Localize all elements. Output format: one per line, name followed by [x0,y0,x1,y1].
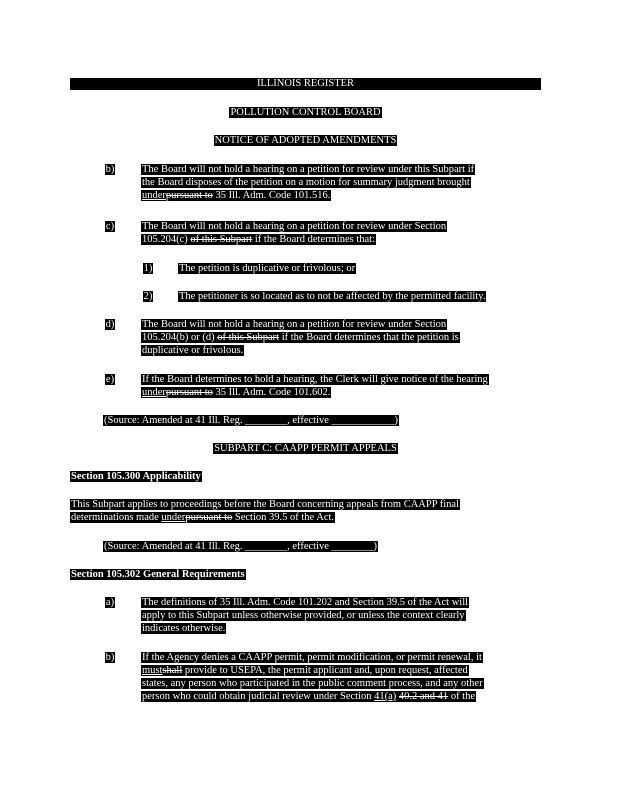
section-302-a-line1: The definitions of 35 Ill. Adm. Code 101.202 and Section 39.5 of the Act will [142,597,469,608]
inserted-text: under [161,512,186,523]
item-c2-label [141,290,155,303]
deleted-text: shall [162,665,183,676]
section-302-a-line3: indicates otherwise. [142,623,226,634]
notice-title-text: NOTICE OF ADOPTED AMENDMENTS [214,135,397,146]
source-note-text: (Source: Amended at 41 Ill. Reg. ________, effective ________) [104,541,378,552]
item-c1-label [141,262,155,275]
section-302-b-text [141,651,484,703]
section-302-a-label-text: a) [105,597,115,608]
section-302-b-line4-rest: of the [448,691,476,702]
item-b-line2: the Board disposes of the petition on a motion for summary judgment brought [142,177,470,188]
section-302-a-label [103,596,117,609]
item-b-text [141,163,475,202]
item-b-line1: The Board will not hold a hearing on a petition for review under this Subpart if [142,164,475,175]
section-302-b-line3: states, any person who participated in the public comment process, and any other [142,678,483,689]
section-302-b-line1: If the Agency denies a CAAPP permit, permit modification, or permit renewal, it [142,652,482,663]
item-c-text [141,220,447,246]
board-title [70,106,541,119]
source-note [103,414,399,427]
item-c-label [103,220,117,233]
board-title-text: POLLUTION CONTROL BOARD [230,107,381,118]
deleted-text: 40.2 and 41 [398,691,449,702]
section-302-b-line4 [141,691,476,702]
item-d-label [103,318,117,331]
item-d-line2-b: if the Board determines that the petition is [279,332,459,343]
item-c-line2-a: 105.204(c) [142,234,191,245]
item-d-line3: duplicative or frivolous. [142,345,244,356]
item-c1-label-text: 1) [143,263,153,274]
register-title: ILLINOIS REGISTER [256,78,355,89]
section-300-line2 [70,512,335,523]
deleted-text: of this Subpart [190,234,253,245]
deleted-text: of this Subpart [217,332,280,343]
item-b-line3-rest: 35 Ill. Adm. Code 101.516. [212,190,331,201]
inserted-text: under [142,190,166,201]
item-c1-text-body: The petition is duplicative or frivolous; or [179,263,356,274]
item-e-line1: If the Board determines to hold a hearing, the Clerk will give notice of the hearing [142,374,488,385]
section-302-b-label [103,651,117,664]
item-b-label-text: b) [105,164,115,175]
item-e-line2 [141,387,331,398]
section-302-b-line2-rest: provide to USEPA, the permit applicant and, upon request, affected [182,665,468,676]
section-302-a-text [141,596,469,635]
item-d-text [141,318,460,357]
deleted-text: pursuant to [165,387,213,398]
item-c-line2-b: if the Board determines that: [252,234,376,245]
item-d-line2-a: 105.204(b) or (d) [142,332,218,343]
item-c1-text [178,262,356,275]
section-302-b-line4-a: person who could obtain judicial review under Section [142,691,375,702]
item-d-line1: The Board will not hold a hearing on a petition for review under Section [142,319,447,330]
section-302-a-line2: apply to this Subpart unless otherwise provided, or unless the context clearly [142,610,465,621]
item-c2-text [178,290,486,303]
section-300-line1: This Subpart applies to proceedings before the Board concerning appeals from CAAPP final [71,499,460,510]
inserted-text: 41(a) [374,691,397,702]
section-302-b-label-text: b) [105,652,115,663]
item-b-label [103,163,117,176]
source-note-text: (Source: Amended at 41 Ill. Reg. ________, effective ____________) [104,415,399,426]
section-300-body [70,498,460,524]
inserted-text: must [142,665,163,676]
item-c-line1: The Board will not hold a hearing on a petition for review under Section [142,221,447,232]
item-c2-label-text: 2) [143,291,153,302]
item-b-line3 [141,190,331,201]
subpart-title [70,442,541,455]
section-300-heading-text: Section 105.300 Applicability [71,471,201,482]
source-note [103,540,378,553]
item-e-label-text: e) [105,374,115,385]
deleted-text: pursuant to [185,512,233,523]
item-c-label-text: c) [105,221,115,232]
inserted-text: under [142,387,166,398]
section-302-b-line2 [141,665,469,676]
item-e-text [141,373,489,399]
item-c-line2 [141,234,376,245]
deleted-text: pursuant to [165,190,213,201]
section-300-line2-a: determinations made [71,512,162,523]
section-302-heading [70,568,246,581]
subpart-title-text: SUBPART C: CAAPP PERMIT APPEALS [214,443,397,454]
section-302-heading-text: Section 105.302 General Requirements [71,569,245,580]
item-c2-text-body: The petitioner is so located as to not be affected by the permitted facility. [179,291,486,302]
section-300-line2-rest: Section 39.5 of the Act. [232,512,335,523]
section-300-heading [70,470,202,483]
item-d-label-text: d) [105,319,115,330]
notice-title [70,134,541,147]
item-e-label [103,373,117,386]
item-e-line2-rest: 35 Ill. Adm. Code 101.602. [212,387,331,398]
item-d-line2 [141,332,460,343]
